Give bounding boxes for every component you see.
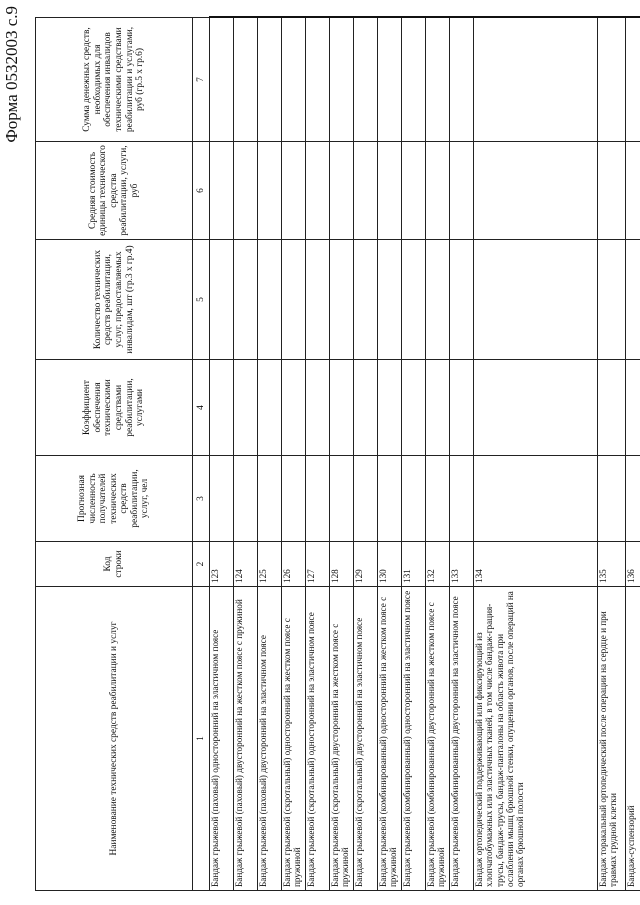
value-cell[interactable] [426,456,450,542]
row-name: Бандаж грыжевой (паховый) двусторонний на жестком поясе с пружиной [234,587,258,891]
value-cell[interactable] [330,456,354,542]
column-number: 4 [193,360,210,456]
value-cell[interactable] [330,240,354,360]
table-row [378,18,402,891]
value-cell[interactable] [210,240,234,360]
row-name: Бандаж грыжевой (скротальный) двусторонний на жестком поясе с пружиной [330,587,354,891]
value-cell[interactable] [626,18,640,142]
value-cell[interactable] [378,240,402,360]
value-cell[interactable] [258,240,282,360]
value-cell[interactable] [210,456,234,542]
row-code: 129 [354,542,378,587]
table-row [282,18,306,891]
header-col5: Количество технических средств реабилитации, услуг, предоставляемых инвалидам, шт (гр.3 х гр.4) [36,240,193,360]
table-row [598,18,626,891]
table-row [306,18,330,891]
row-code: 128 [330,542,354,587]
value-cell[interactable] [450,360,474,456]
value-cell[interactable] [210,18,234,142]
value-cell[interactable] [282,240,306,360]
value-cell[interactable] [234,240,258,360]
table-row [402,18,426,891]
column-number: 3 [193,456,210,542]
value-cell[interactable] [426,142,450,240]
value-cell[interactable] [258,142,282,240]
table-row [626,18,640,891]
value-cell[interactable] [210,142,234,240]
value-cell[interactable] [306,456,330,542]
form-label: Форма 0532003 с.9 [2,6,21,143]
value-cell[interactable] [626,456,640,542]
row-code: 131 [402,542,426,587]
row-code: 135 [598,542,626,587]
value-cell[interactable] [378,360,402,456]
row-code: 133 [450,542,474,587]
table-row [426,18,450,891]
value-cell[interactable] [598,456,626,542]
value-cell[interactable] [354,18,378,142]
header-row [36,18,193,891]
column-number: 5 [193,240,210,360]
header-col7: Сумма денежных средств, необходимых для обеспечения инвалидов техническими средствами реабилитации и услугами, руб (гр.5 х гр.6) [36,18,193,142]
value-cell[interactable] [306,240,330,360]
row-name: Бандаж грыжевой (скротальный) односторонний на жестком поясе с пружиной [282,587,306,891]
column-number: 1 [193,587,210,891]
value-cell[interactable] [598,360,626,456]
value-cell[interactable] [354,456,378,542]
value-cell[interactable] [598,240,626,360]
value-cell[interactable] [378,142,402,240]
column-number: 7 [193,18,210,142]
value-cell[interactable] [210,360,234,456]
table-row [354,18,378,891]
value-cell[interactable] [282,456,306,542]
row-name: Бандаж грыжевой (скротальный) односторонний на эластичном поясе [306,587,330,891]
value-cell[interactable] [450,142,474,240]
value-cell[interactable] [378,456,402,542]
value-cell[interactable] [402,240,426,360]
table-row [474,18,598,891]
value-cell[interactable] [626,360,640,456]
row-name: Бандаж грыжевой (паховый) двусторонний на эластичном поясе [258,587,282,891]
column-number-row [193,18,210,891]
value-cell[interactable] [306,18,330,142]
value-cell[interactable] [330,142,354,240]
value-cell[interactable] [450,18,474,142]
value-cell[interactable] [474,240,598,360]
row-code: 130 [378,542,402,587]
row-code: 124 [234,542,258,587]
value-cell[interactable] [426,18,450,142]
value-cell[interactable] [282,18,306,142]
value-cell[interactable] [402,142,426,240]
row-name: Бандаж грыжевой (комбинированный) двусторонний на жестком поясе с пружиной [426,587,450,891]
row-code: 127 [306,542,330,587]
value-cell[interactable] [426,360,450,456]
column-number: 6 [193,142,210,240]
value-cell[interactable] [282,142,306,240]
value-cell[interactable] [330,18,354,142]
header-col6: Средняя стоимость единицы технического средства реабилитации, услуги, руб [36,142,193,240]
row-name: Бандаж грыжевой (скротальный) двусторонний на эластичном поясе [354,587,378,891]
table-row [330,18,354,891]
equipment-table [35,17,640,892]
value-cell[interactable] [474,142,598,240]
value-cell[interactable] [378,18,402,142]
value-cell[interactable] [598,142,626,240]
value-cell[interactable] [626,142,640,240]
value-cell[interactable] [282,360,306,456]
value-cell[interactable] [474,360,598,456]
value-cell[interactable] [354,360,378,456]
table-row [210,18,234,891]
value-cell[interactable] [258,18,282,142]
value-cell[interactable] [234,142,258,240]
row-code: 136 [626,542,640,587]
value-cell[interactable] [330,360,354,456]
row-code: 134 [474,542,598,587]
value-cell[interactable] [598,18,626,142]
value-cell[interactable] [234,360,258,456]
row-code: 132 [426,542,450,587]
value-cell[interactable] [258,456,282,542]
value-cell[interactable] [426,240,450,360]
row-name: Бандаж ортопедический поддерживающий или фиксирующий из хлопчатобумажных или эластичных тканей, в том числе бандаж-грация-трусы, бандаж-трусы, бандаж-панталоны на область живота при ослаблении мышц брюшной стенки, опущении органов, после операций на органах брюшной полости [474,587,598,891]
row-name: Бандаж торакальный ортопедический после операции на сердце и при травмах грудной клетки [598,587,626,891]
row-name: Бандаж-суспензорий [626,587,640,891]
row-code: 125 [258,542,282,587]
value-cell[interactable] [626,240,640,360]
value-cell[interactable] [402,18,426,142]
row-code: 126 [282,542,306,587]
value-cell[interactable] [354,240,378,360]
row-name: Бандаж грыжевой (комбинированный) односторонний на эластичном поясе [402,587,426,891]
header-col3: Прогнозная численность получателей технических средств реабилитации, услуг, чел [36,456,193,542]
value-cell[interactable] [354,142,378,240]
header-col2: Код строки [36,542,193,587]
value-cell[interactable] [450,240,474,360]
row-code: 123 [210,542,234,587]
column-number: 2 [193,542,210,587]
value-cell[interactable] [450,456,474,542]
value-cell[interactable] [474,18,598,142]
value-cell[interactable] [234,18,258,142]
value-cell[interactable] [402,456,426,542]
value-cell[interactable] [258,360,282,456]
table-row [258,18,282,891]
value-cell[interactable] [234,456,258,542]
value-cell[interactable] [474,456,598,542]
value-cell[interactable] [402,360,426,456]
table-row [450,18,474,891]
row-name: Бандаж грыжевой (паховый) односторонний на эластичном поясе [210,587,234,891]
table-row [234,18,258,891]
row-name: Бандаж грыжевой (комбинированный) двусторонний на эластичном поясе [450,587,474,891]
value-cell[interactable] [306,360,330,456]
header-col1: Наименование технических средств реабилитации и услуг [36,587,193,891]
value-cell[interactable] [306,142,330,240]
header-col4: Коэффициент обеспечения техническими средствами реабилитации, услугами [36,360,193,456]
row-name: Бандаж грыжевой (комбинированный) односторонний на жестком поясе с пружиной [378,587,402,891]
